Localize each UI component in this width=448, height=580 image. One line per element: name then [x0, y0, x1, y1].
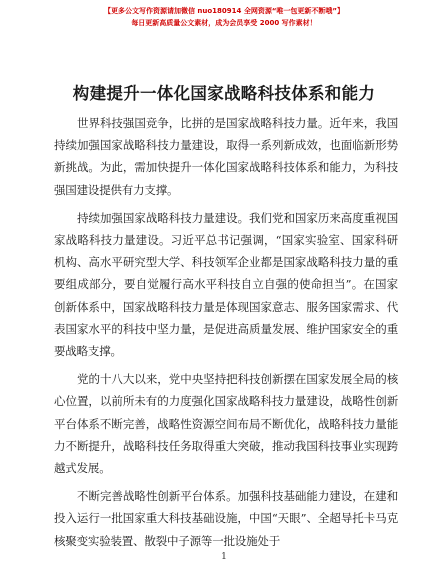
promo-banner	[0, 6, 448, 28]
document-title: 构建提升一体化国家战略科技体系和能力	[72, 84, 376, 103]
promo-banner-line-1: 【更多公文写作资源请加微信 nuo180914 全网资源“唯一包更新不断哦”】	[103, 7, 345, 15]
paragraph-2: 持续加强国家战略科技力量建设。我们党和国家历来高度重视国家战略科技力量建设。习近平总书记强调，“国家实验室、国家科研机构、高水平研究型大学、科技领军企业都是国家战略科技力量的重要组成部分，要自觉履行高水平科技自立自强的使命担当”。在国家创新体系中，国家战略科技力量是体现国家意志、服务国家需求、代表国家水平的科技中坚力量，是促进高质量发展、维护国家安全的重要战略支撑。	[54, 210, 398, 359]
paragraph-1: 世界科技强国竞争，比拼的是国家战略科技力量。近年来，我国持续加强国家战略科技力量建设，取得一系列新成效，也面临新形势新挑战。为此，需加快提升一体化国家战略科技体系和能力，为科技强国建设提供有力支撑。	[54, 116, 398, 197]
paragraph-3: 党的十八大以来，党中央坚持把科技创新摆在国家发展全局的核心位置，以前所未有的力度强化国家战略科技力量建设，战略性创新平台体系不断完善，战略性资源空间布局不断优化，战略科技力量能力不断提升，战略科技任务取得重大突破，推动我国科技事业实现跨越式发展。	[54, 372, 398, 476]
page-number: 1	[221, 552, 227, 562]
paragraph-4: 不断完善战略性创新平台体系。加强科技基础能力建设，在建和投入运行一批国家重大科技基础设施，中国“天眼”、全超导托卡马克核聚变实验装置、散裂中子源等一批设施处于	[54, 489, 398, 548]
document-body	[54, 112, 398, 558]
promo-banner-line-2: 每日更新高质量公文素材，成为会员享受 2000 写作素材！	[131, 19, 317, 27]
